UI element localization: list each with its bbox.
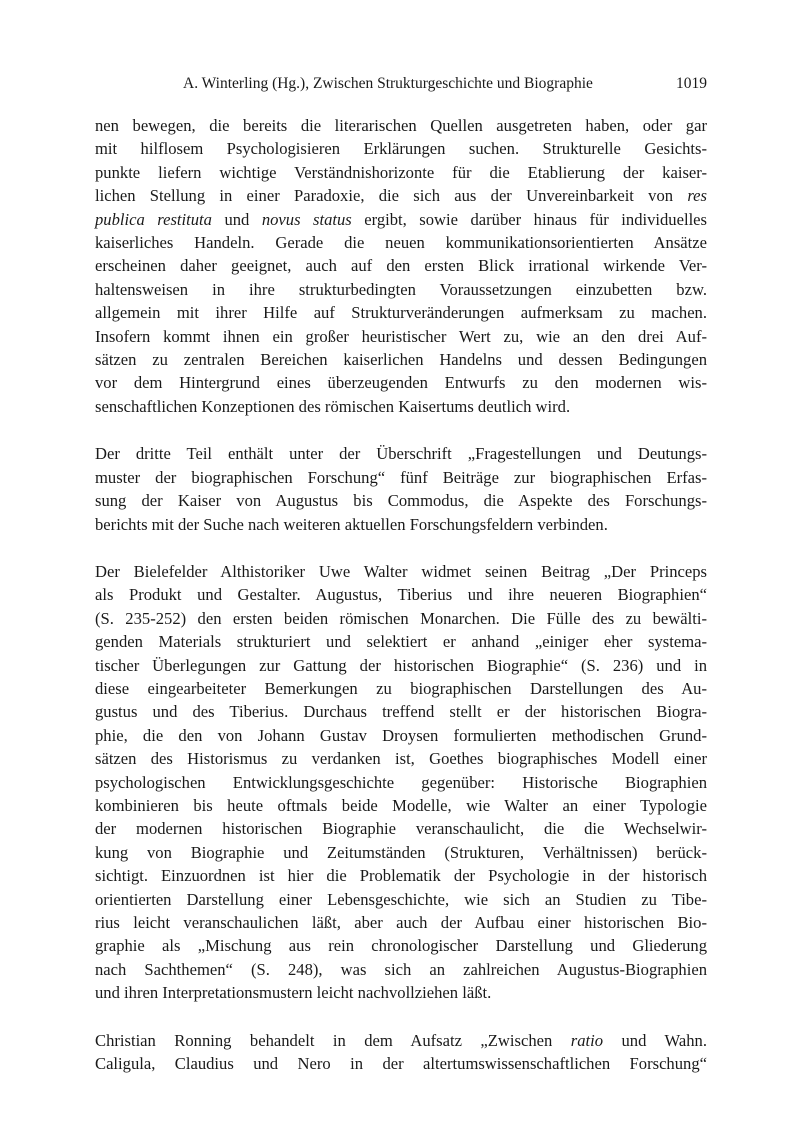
text-line (95, 630, 707, 653)
text-line (95, 442, 707, 465)
text-run: sätzen des Historismus zu verdanken ist, Goethes biographisches Modell einer (95, 749, 707, 769)
text-run: und (211, 209, 262, 229)
italic-term: ratio (570, 1030, 604, 1050)
text-line (95, 841, 707, 864)
text-run: muster der biographischen Forschung“ fünf Beiträge zur biographischen Erfas- (95, 467, 707, 487)
text-line (95, 395, 707, 418)
text-line (95, 208, 707, 231)
text-run: senschaftlichen Konzeptionen des römischen Kaisertums deutlich wird. (95, 396, 571, 416)
text-line (95, 934, 707, 957)
text-line (95, 161, 707, 184)
text-line (95, 724, 707, 747)
text-line (95, 560, 707, 583)
italic-term: publica restituta (95, 209, 212, 229)
text-run: kung von Biographie und Zeitumständen (Strukturen, Verhältnissen) berück- (95, 842, 707, 862)
text-run: diese eingearbeiteter Bemerkungen zu biographischen Darstellungen des Au- (95, 678, 707, 698)
text-line (95, 958, 707, 981)
text-run: tischer Überlegungen zur Gattung der historischen Biographie“ (S. 236) und in (95, 655, 707, 675)
text-run: lichen Stellung in einer Paradoxie, die sich aus der Unvereinbarkeit von (95, 186, 688, 206)
text-run: punkte liefern wichtige Verständnishorizonte für die Etablierung der kaiser- (95, 162, 707, 182)
text-run: gustus und des Tiberius. Durchaus treffend stellt er der historischen Biogra- (95, 702, 707, 722)
text-line (95, 301, 707, 324)
text-line (95, 513, 707, 536)
text-run: der modernen historischen Biographie veranschaulicht, die die Wechselwir- (95, 819, 707, 839)
text-line (95, 794, 707, 817)
text-run: psychologischen Entwicklungsgeschichte gegenüber: Historische Biographien (95, 772, 707, 792)
text-line (95, 137, 707, 160)
text-run: allgemein mit ihrer Hilfe auf Strukturveränderungen aufmerksam zu machen. (95, 303, 707, 323)
text-run: kaiserliches Handeln. Gerade die neuen kommunikationsorientierten Ansätze (95, 233, 707, 253)
running-title: A. Winterling (Hg.), Zwischen Strukturgeschichte und Biographie (183, 75, 593, 92)
italic-term: novus status (261, 209, 352, 229)
body-text (95, 114, 707, 1099)
text-run: (S. 235-252) den ersten beiden römischen Monarchen. Die Fülle des zu bewälti- (95, 608, 707, 628)
text-line (95, 911, 707, 934)
text-run: ergibt, sowie darüber hinaus für individuelles (351, 209, 708, 229)
text-run: und ihren Interpretationsmustern leicht nachvollziehen läßt. (95, 983, 492, 1003)
text-line (95, 114, 707, 137)
text-run: und Wahn. (603, 1030, 707, 1050)
text-line (95, 817, 707, 840)
text-line (95, 583, 707, 606)
text-run: als Produkt und Gestalter. Augustus, Tiberius und ihre neueren Biographien“ (95, 585, 707, 605)
text-line (95, 231, 707, 254)
page-number: 1019 (676, 75, 707, 92)
text-run: sung der Kaiser von Augustus bis Commodus, die Aspekte des Forschungs- (95, 491, 707, 511)
text-run: Insofern kommt ihnen ein großer heuristischer Wert zu, wie an den drei Auf- (95, 326, 707, 346)
text-run: phie, die den von Johann Gustav Droysen formulierten methodischen Grund- (95, 725, 707, 745)
text-run: berichts mit der Suche nach weiteren aktuellen Forschungsfeldern verbinden. (95, 514, 608, 534)
text-line (95, 466, 707, 489)
running-head (95, 72, 707, 96)
paragraph (95, 1029, 707, 1076)
text-line (95, 700, 707, 723)
text-run: sichtigt. Einzuordnen ist hier die Problematik der Psychologie in der historisch (95, 866, 707, 886)
text-line (95, 1052, 707, 1075)
text-line (95, 607, 707, 630)
text-run: nach Sachthemen“ (S. 248), was sich an zahlreichen Augustus-Biographien (95, 959, 707, 979)
text-run: genden Materials strukturiert und selektiert er anhand „einiger eher systema- (95, 632, 707, 652)
text-line (95, 278, 707, 301)
text-line (95, 489, 707, 512)
text-run: mit hilflosem Psychologisieren Erklärungen suchen. Strukturelle Gesichts- (95, 139, 707, 159)
text-run: Caligula, Claudius und Nero in der altertumswissenschaftlichen Forschung“ (95, 1054, 707, 1074)
text-line (95, 184, 707, 207)
text-run: sätzen zu zentralen Bereichen kaiserlichen Handelns und dessen Bedingungen (95, 350, 707, 370)
text-line (95, 348, 707, 371)
text-run: vor dem Hintergrund eines überzeugenden Entwurfs zu den modernen wis- (95, 373, 707, 393)
text-run: rius leicht veranschaulichen läßt, aber auch der Aufbau einer historischen Bio- (95, 913, 707, 932)
text-line (95, 1029, 707, 1052)
text-line (95, 888, 707, 911)
text-line (95, 981, 707, 1004)
text-run: erscheinen daher geeignet, auch auf den ersten Blick irrational wirkende Ver- (95, 256, 707, 276)
text-line (95, 747, 707, 770)
text-run: nen bewegen, die bereits die literarischen Quellen ausgetreten haben, oder gar (95, 116, 707, 135)
text-line (95, 371, 707, 394)
paragraph (95, 442, 707, 536)
text-line (95, 325, 707, 348)
text-run: graphie als „Mischung aus rein chronologischer Darstellung und Gliederung (95, 936, 707, 956)
text-run: Der dritte Teil enthält unter der Überschrift „Fragestellungen und Deutungs- (95, 444, 707, 464)
text-run: orientierten Darstellung einer Lebensgeschichte, wie sich an Studien zu Tibe- (95, 889, 707, 909)
text-run: kombinieren bis heute oftmals beide Modelle, wie Walter an einer Typologie (95, 795, 707, 815)
italic-term: res (687, 186, 707, 206)
text-run: Christian Ronning behandelt in dem Aufsatz „Zwischen (95, 1030, 571, 1050)
text-line (95, 771, 707, 794)
text-line (95, 677, 707, 700)
text-run: Der Bielefelder Althistoriker Uwe Walter widmet seinen Beitrag „Der Princeps (95, 561, 707, 581)
text-line (95, 864, 707, 887)
text-line (95, 254, 707, 277)
paragraph (95, 560, 707, 1005)
paragraph (95, 114, 707, 418)
text-line (95, 654, 707, 677)
text-run: haltensweisen in ihre strukturbedingten Voraussetzungen einzubetten bzw. (95, 279, 707, 299)
